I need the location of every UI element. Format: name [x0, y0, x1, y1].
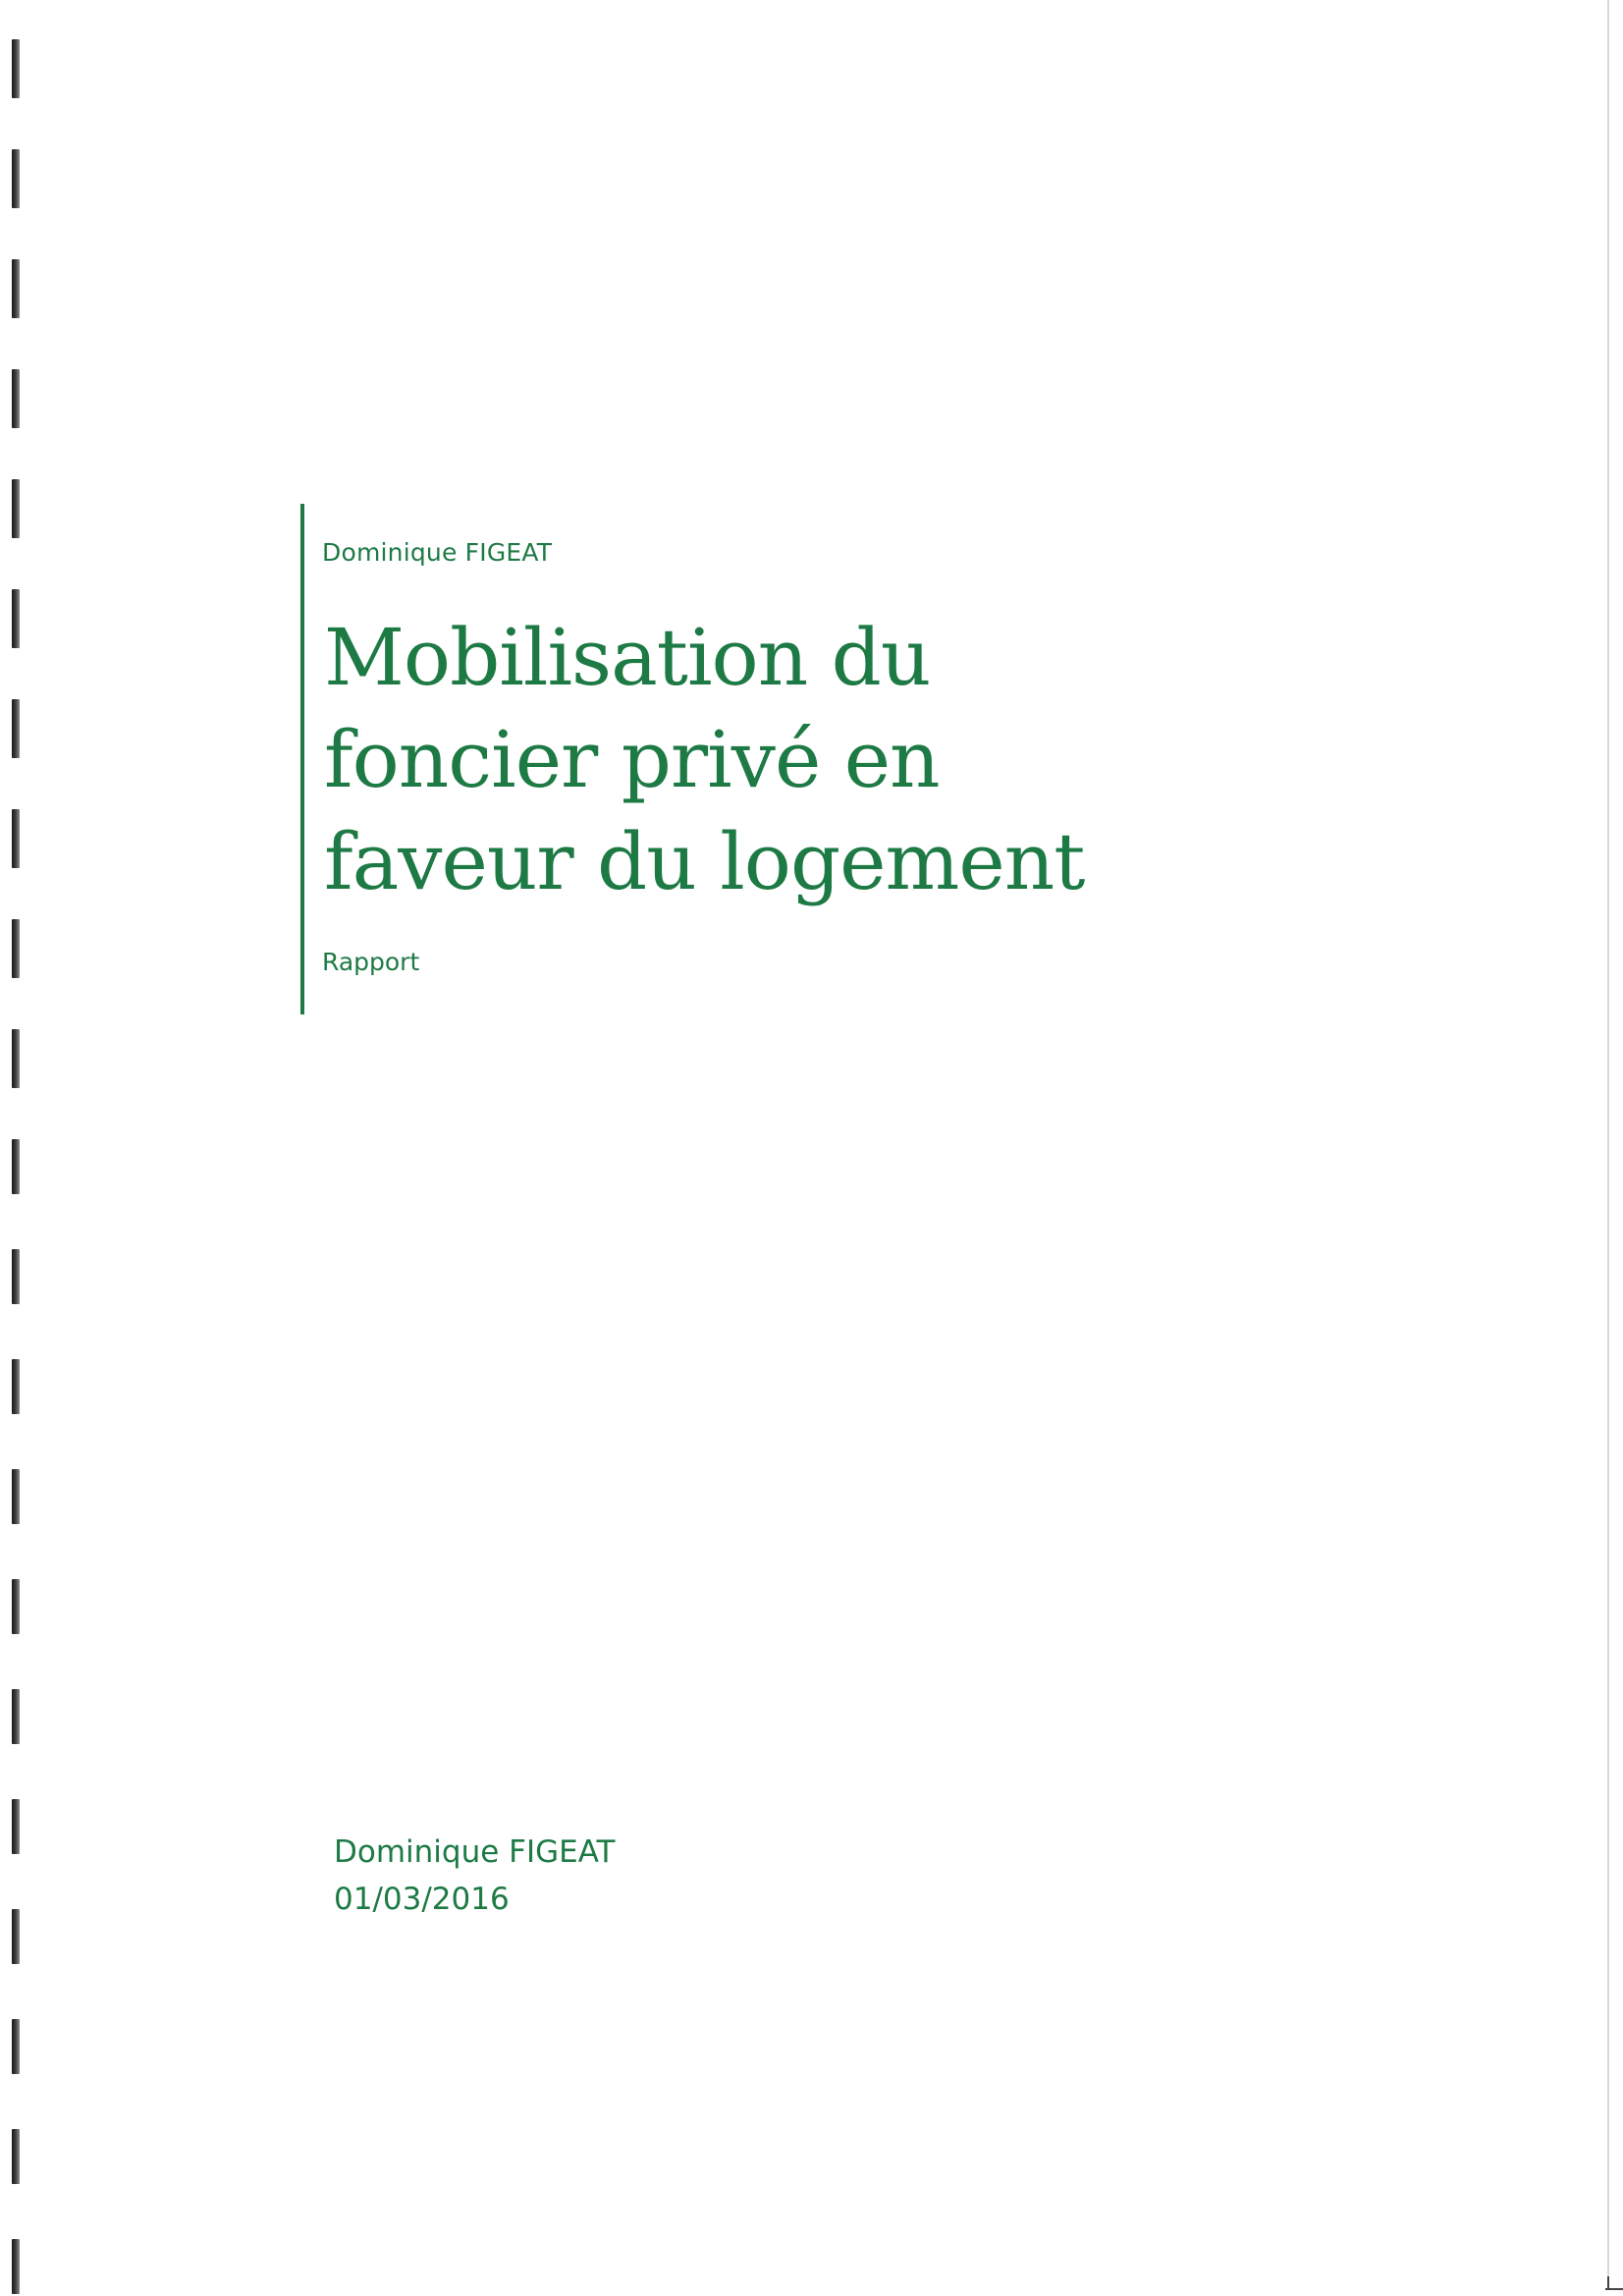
title-block: [300, 504, 1188, 1014]
scan-edge-line: [1607, 0, 1609, 2278]
binding-hole: [12, 699, 20, 758]
binding-hole: [12, 1359, 20, 1414]
binding-hole: [12, 1579, 20, 1634]
document-title: [324, 607, 1084, 913]
footer-block: [334, 1829, 615, 1923]
binding-hole: [12, 39, 20, 98]
binding-holes: [10, 39, 26, 2288]
binding-hole: [12, 589, 20, 648]
author-name-top: Dominique FIGEAT: [322, 538, 553, 567]
binding-hole: [12, 149, 20, 208]
title-line-2: foncier privé en: [324, 714, 940, 805]
binding-hole: [12, 1029, 20, 1088]
binding-hole: [12, 2019, 20, 2074]
binding-hole: [12, 479, 20, 538]
scan-corner-mark-vertical: [1607, 2276, 1609, 2290]
title-line-1: Mobilisation du: [324, 612, 931, 703]
binding-hole: [12, 1469, 20, 1524]
document-type-label: Rapport: [322, 948, 420, 976]
binding-hole: [12, 1249, 20, 1304]
binding-hole: [12, 369, 20, 428]
binding-hole: [12, 2129, 20, 2184]
binding-hole: [12, 1689, 20, 1744]
footer-date: 01/03/2016: [334, 1882, 510, 1917]
footer-author: Dominique FIGEAT: [334, 1834, 616, 1870]
title-line-3: faveur du logement: [324, 816, 1085, 907]
binding-hole: [12, 809, 20, 868]
binding-hole: [12, 259, 20, 318]
binding-hole: [12, 1909, 20, 1964]
binding-hole: [12, 2239, 20, 2294]
binding-hole: [12, 1799, 20, 1854]
binding-hole: [12, 1139, 20, 1194]
binding-hole: [12, 919, 20, 978]
